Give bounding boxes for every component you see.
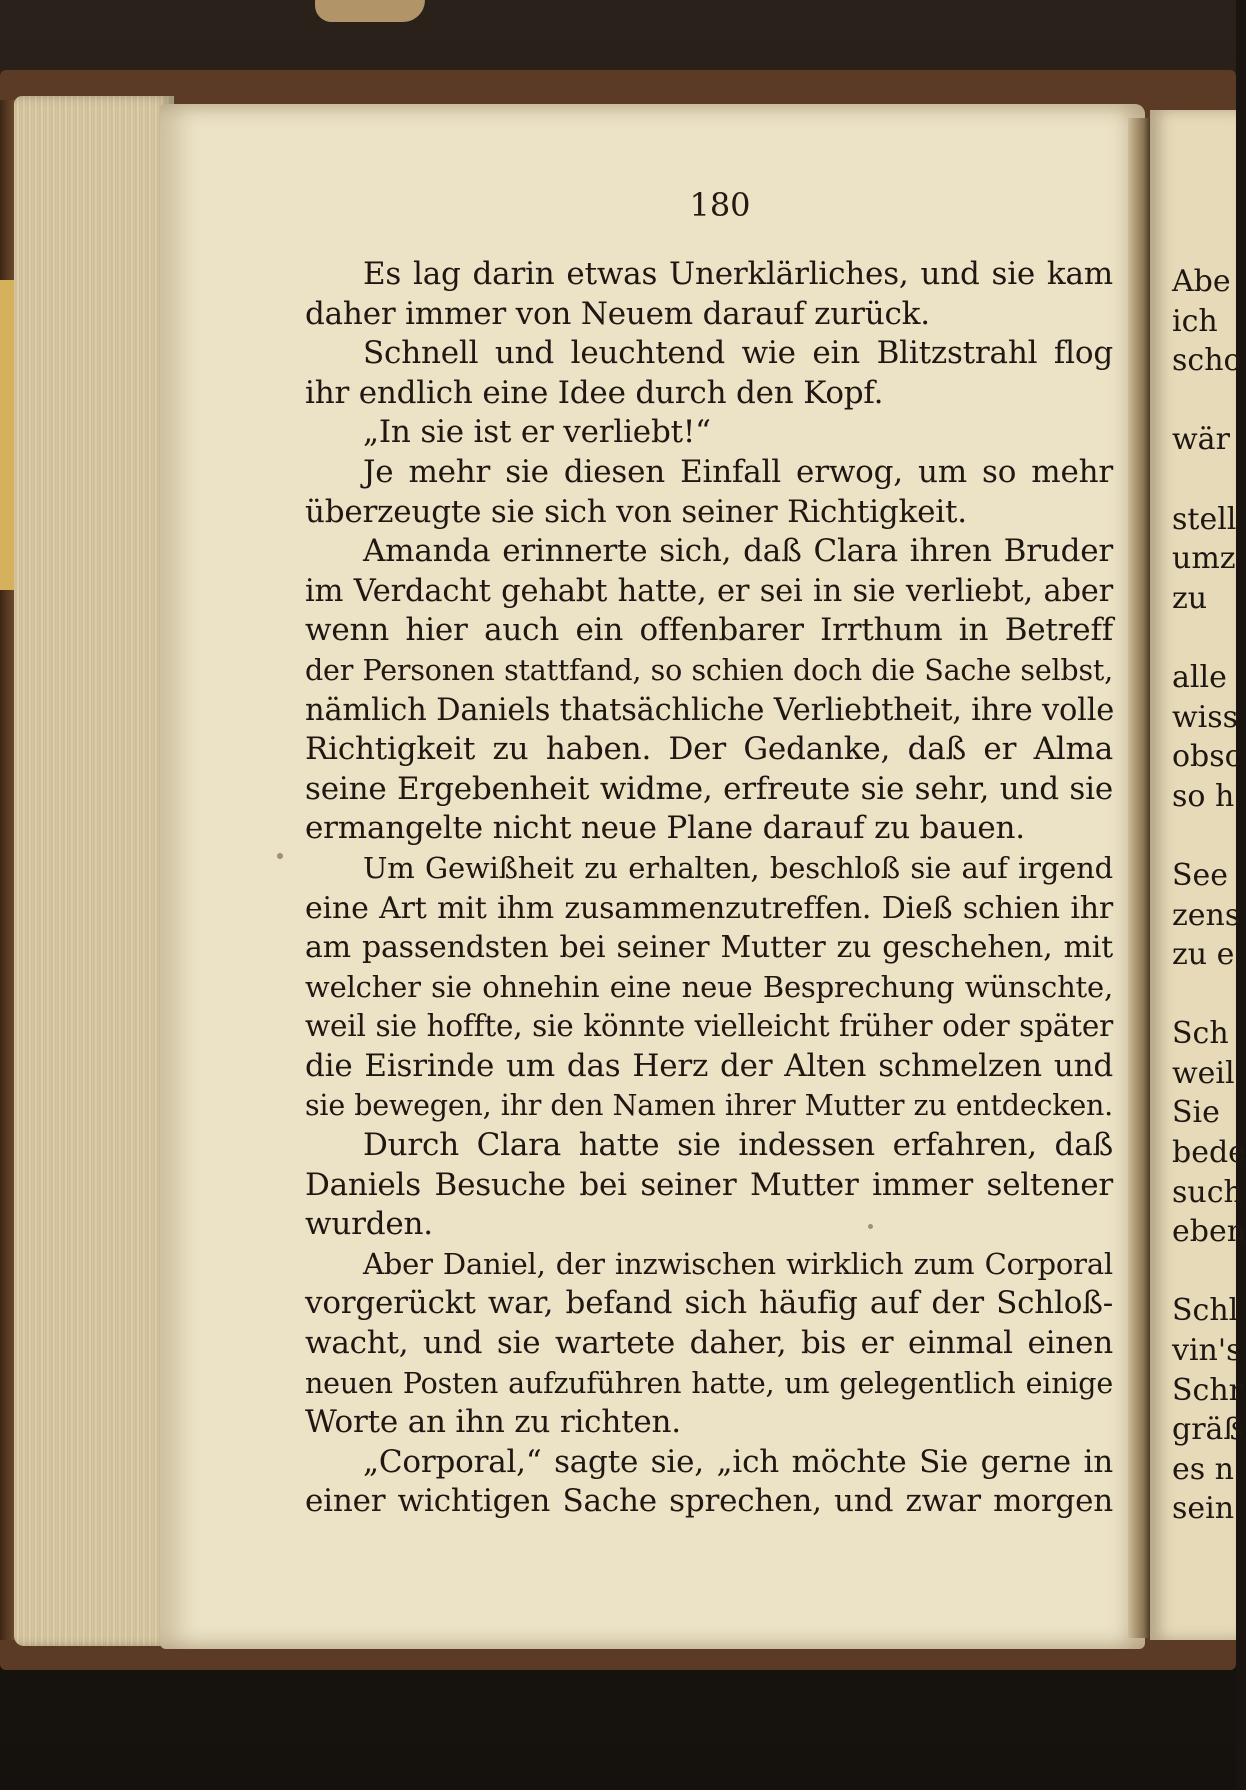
text-line: sie bewegen, ihr den Namen ihrer Mutter zu entdecken. xyxy=(305,1089,1113,1123)
facing-text-fragment: Sch xyxy=(1172,1016,1229,1052)
facing-text-fragment: zu xyxy=(1172,580,1208,616)
text-line: Daniels Besuche bei seiner Mutter immer seltener xyxy=(305,1166,1113,1203)
text-line: Amanda erinnerte sich, daß Clara ihren Bruder xyxy=(363,533,1113,570)
page-number: 180 xyxy=(689,186,751,224)
facing-text-fragment: ich xyxy=(1172,303,1218,339)
facing-text-fragment: Sie xyxy=(1172,1095,1220,1131)
facing-text-fragment: alle xyxy=(1172,659,1227,695)
facing-text-fragment: Schr xyxy=(1172,1372,1244,1408)
facing-text-fragment xyxy=(1172,381,1236,421)
facing-text-fragment: bede xyxy=(1172,1135,1246,1171)
facing-text-fragment: zens xyxy=(1172,897,1241,933)
book-gutter xyxy=(1128,118,1150,1638)
text-line: daher immer von Neuem darauf zurück. xyxy=(305,295,930,332)
text-line: im Verdacht gehabt hatte, er sei in sie verliebt, aber xyxy=(305,573,1113,609)
text-line: „In sie ist er verliebt!“ xyxy=(363,414,711,451)
torn-paper-scrap xyxy=(315,0,425,22)
facing-text-fragment: umz xyxy=(1172,541,1236,577)
facing-text-fragment xyxy=(1172,975,1236,1015)
text-line: wurden. xyxy=(305,1206,433,1243)
cover-label-band xyxy=(0,280,14,590)
text-line: ihr endlich eine Idee durch den Kopf. xyxy=(305,374,884,411)
facing-text-fragment xyxy=(1172,618,1236,658)
facing-text-fragment: scho xyxy=(1172,343,1242,379)
facing-text-fragment: so h xyxy=(1172,778,1235,814)
facing-text-fragment: Schl xyxy=(1172,1293,1239,1329)
text-line: einer wichtigen Sache sprechen, und zwar morgen xyxy=(305,1483,1113,1520)
text-line: neuen Posten aufzuführen hatte, um gelegentlich einige xyxy=(305,1366,1113,1400)
ink-mark xyxy=(868,1224,873,1229)
text-line: der Personen stattfand, so schien doch die Sache selbst, xyxy=(305,653,1113,687)
facing-text-fragment: obsc xyxy=(1172,739,1242,775)
text-line: Es lag darin etwas Unerklärliches, und sie kam xyxy=(363,256,1113,292)
facing-text-fragment: Abe xyxy=(1172,264,1231,299)
facing-text-fragment: wär xyxy=(1172,422,1230,458)
text-line: wenn hier auch ein offenbarer Irrthum in Betreff xyxy=(305,612,1113,649)
text-line: Aber Daniel, der inzwischen wirklich zum Corporal xyxy=(363,1246,1113,1281)
facing-text-fragment xyxy=(1172,816,1236,856)
text-line: Richtigkeit zu haben. Der Gedanke, daß er Alma xyxy=(305,731,1113,768)
facing-text-fragment: es n xyxy=(1172,1451,1235,1487)
text-line: die Eisrinde um das Herz der Alten schmelzen und xyxy=(305,1047,1113,1084)
text-line: welcher sie ohnehin eine neue Besprechung wünschte, xyxy=(305,969,1113,1004)
facing-text-fragment: vin's xyxy=(1172,1333,1242,1369)
facing-text-fragment: wiss xyxy=(1172,699,1239,735)
text-line: Um Gewißheit zu erhalten, beschloß sie auf irgend xyxy=(363,850,1113,885)
text-line: weil sie hoffte, sie könnte vielleicht früher oder später xyxy=(305,1009,1113,1044)
text-line: Durch Clara hatte sie indessen erfahren, daß xyxy=(363,1127,1113,1164)
facing-text-fragment: zu e xyxy=(1172,937,1235,973)
facing-page-text xyxy=(1172,262,1246,1529)
facing-text-fragment: stell xyxy=(1172,501,1237,537)
facing-text-fragment: sein xyxy=(1172,1491,1235,1527)
facing-text-fragment: such xyxy=(1172,1174,1243,1210)
text-line: seine Ergebenheit widme, erfreute sie sehr, und sie xyxy=(305,770,1113,807)
text-line: ermangelte nicht neue Plane darauf zu bauen. xyxy=(305,810,1025,847)
text-line: Je mehr sie diesen Einfall erwog, um so mehr xyxy=(363,453,1113,490)
facing-text-fragment: gräß xyxy=(1172,1412,1244,1448)
facing-text-fragment: See xyxy=(1172,857,1229,893)
text-line: „Corporal,“ sagte sie, „ich möchte Sie gerne in xyxy=(363,1443,1113,1480)
page-block-edge xyxy=(14,96,174,1646)
facing-text-fragment: eben xyxy=(1172,1214,1246,1250)
text-line: nämlich Daniels thatsächliche Verliebtheit, ihre volle xyxy=(305,692,1115,728)
facing-text-fragment xyxy=(1172,1252,1236,1292)
text-line: wacht, und sie wartete daher, bis er einmal einen xyxy=(305,1325,1113,1362)
text-line: vorgerückt war, befand sich häufig auf der Schloß- xyxy=(305,1285,1113,1322)
text-line: überzeugte sie sich von seiner Richtigkeit. xyxy=(305,493,967,530)
facing-text-fragment xyxy=(1172,460,1236,500)
facing-text-fragment: weil xyxy=(1172,1055,1235,1091)
ink-mark xyxy=(277,853,283,859)
text-line: Worte an ihn zu richten. xyxy=(305,1404,681,1441)
text-line: Schnell und leuchtend wie ein Blitzstrahl flog xyxy=(363,335,1113,372)
text-line: am passendsten bei seiner Mutter zu geschehen, mit xyxy=(305,930,1113,966)
text-line: eine Art mit ihm zusammenzutreffen. Dieß schien ihr xyxy=(305,890,1113,926)
page-text xyxy=(305,255,1113,1522)
